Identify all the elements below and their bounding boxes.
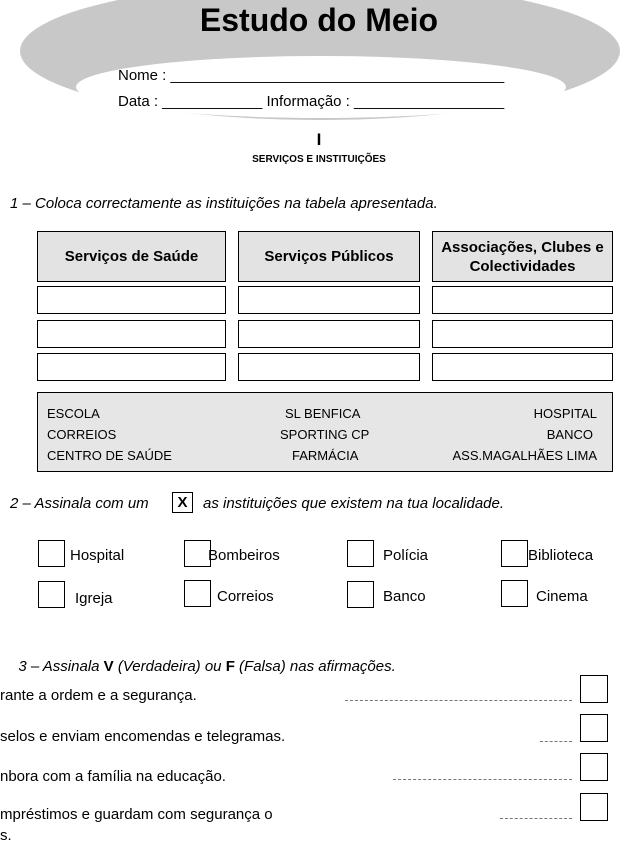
option-label: Bombeiros — [208, 547, 280, 564]
word-item: SL BENFICA — [285, 406, 361, 421]
statement-3: nbora com a família na educação. — [0, 768, 226, 785]
option-label: Correios — [217, 588, 274, 605]
checkbox-hospital[interactable] — [38, 540, 65, 567]
answer-cell-publicos-3[interactable] — [238, 353, 420, 381]
checkbox-correios[interactable] — [184, 580, 211, 607]
word-item: SPORTING CP — [280, 427, 370, 442]
option-label: Polícia — [383, 547, 429, 564]
x-mark-example: X — [172, 492, 193, 513]
checkbox-igreja[interactable] — [38, 581, 65, 608]
vf-box-1[interactable] — [580, 675, 608, 703]
question-3-f-text: (Falsa) nas afirmações. — [234, 658, 396, 675]
answer-line — [393, 779, 572, 780]
answer-cell-saude-2[interactable] — [37, 320, 226, 348]
answer-cell-saude-3[interactable] — [37, 353, 226, 381]
word-item: FARMÁCIA — [292, 448, 359, 463]
answer-cell-publicos-2[interactable] — [238, 320, 420, 348]
word-item: BANCO — [546, 427, 593, 442]
column-header-associacoes: Associações, Clubes e Colectividades — [432, 231, 613, 282]
answer-line — [540, 741, 572, 742]
answer-line — [345, 700, 572, 701]
question-3-prefix: 3 – Assinala — [18, 658, 104, 675]
word-item: ASS.MAGALHÃES LIMA — [452, 448, 597, 463]
word-item: ESCOLA — [47, 406, 100, 421]
answer-cell-associacoes-3[interactable] — [432, 353, 613, 381]
word-bank — [37, 392, 613, 472]
question-2-after: as instituições que existem na tua localidade. — [203, 495, 505, 512]
option-label: Hospital — [70, 547, 125, 564]
answer-cell-associacoes-2[interactable] — [432, 320, 613, 348]
checkbox-banco[interactable] — [347, 581, 374, 608]
option-label: Banco — [383, 588, 426, 605]
column-header-publicos: Serviços Públicos — [238, 231, 420, 282]
checkbox-policia[interactable] — [347, 540, 374, 567]
column-header-saude: Serviços de Saúde — [37, 231, 226, 282]
answer-line — [500, 818, 572, 819]
answer-cell-associacoes-1[interactable] — [432, 286, 613, 314]
question-3-v-text: (Verdadeira) ou — [113, 658, 226, 675]
vf-box-4[interactable] — [580, 793, 608, 821]
checkbox-bombeiros[interactable] — [184, 540, 211, 567]
vf-box-3[interactable] — [580, 753, 608, 781]
false-letter: F — [225, 658, 235, 675]
statement-4: mpréstimos e guardam com segurança o — [0, 806, 273, 823]
option-label: Cinema — [536, 588, 588, 605]
statement-1: rante a ordem e a segurança. — [0, 687, 197, 704]
true-letter: V — [103, 658, 114, 675]
word-item: CORREIOS — [47, 427, 117, 442]
option-label: Igreja — [75, 590, 113, 607]
word-item: CENTRO DE SAÚDE — [47, 448, 172, 463]
vf-box-2[interactable] — [580, 714, 608, 742]
section-number: I — [316, 130, 322, 149]
option-label: Biblioteca — [528, 547, 594, 564]
answer-cell-saude-1[interactable] — [37, 286, 226, 314]
statement-2: selos e enviam encomendas e telegramas. — [0, 728, 286, 745]
word-item: HOSPITAL — [533, 406, 597, 421]
question-2-before: 2 – Assinala com um — [10, 495, 149, 512]
date-info-line: Data : ____________ Informação : __________________ — [118, 93, 505, 110]
statement-4-cont: s. — [0, 827, 12, 844]
question-3 — [10, 641, 396, 675]
checkbox-cinema[interactable] — [501, 580, 528, 607]
section-title: SERVIÇOS E INSTITUIÇÕES — [252, 154, 386, 165]
page-title: Estudo do Meio — [199, 2, 439, 38]
question-1: 1 – Coloca correctamente as instituições na tabela apresentada. — [10, 195, 438, 212]
answer-cell-publicos-1[interactable] — [238, 286, 420, 314]
name-line: Nome : ________________________________________ — [118, 67, 505, 84]
checkbox-biblioteca[interactable] — [501, 540, 528, 567]
